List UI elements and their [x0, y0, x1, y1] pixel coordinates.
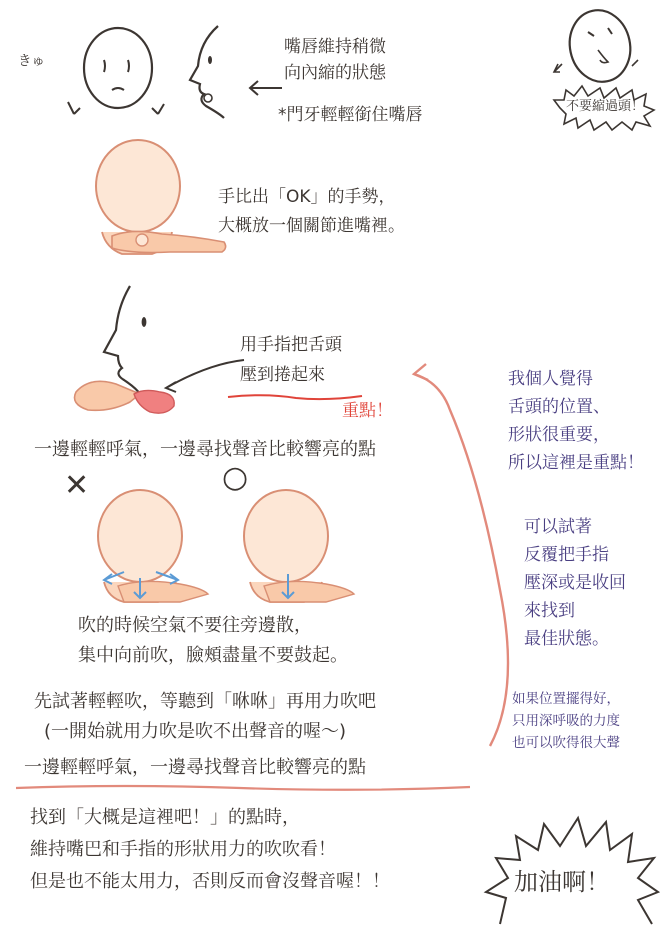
- lips-instruction-line2: 向內縮的狀態: [284, 63, 386, 83]
- key-point-label: 重點！: [342, 401, 393, 421]
- lips-instruction-line1: 嘴唇維持稍微: [284, 37, 386, 57]
- side-note-2-line: 最佳狀態。: [524, 629, 609, 649]
- final-line1: 找到「大概是這裡吧！」的點時，: [30, 807, 300, 828]
- right-mark: ○: [222, 460, 249, 495]
- cheer-text: 加油啊！: [514, 868, 610, 896]
- side-note-3-line: 也可以吹得很大聲: [512, 735, 620, 751]
- tongue-instruction-line1: 用手指把舌頭: [240, 335, 342, 355]
- side-note-1-line: 形狀很重要，: [508, 425, 610, 445]
- side-note-2-line: 可以試著: [524, 517, 592, 537]
- side-note-1-line: 我個人覺得: [508, 369, 593, 389]
- face-wrong-illustration: [84, 486, 214, 606]
- final-line2: 維持嘴巴和手指的形狀用力的吹吹看！: [30, 839, 336, 860]
- blow-tip-line2: 集中向前吹，臉頰盡量不要鼓起。: [78, 645, 348, 666]
- side-note-2-line: 反覆把手指: [524, 545, 609, 565]
- divider-line-shape: [0, 782, 660, 794]
- warning-text: 不要縮過頭！: [566, 99, 645, 114]
- side-note-1-line: 所以這裡是重點！: [508, 453, 644, 473]
- breath-instruction-2: 一邊輕輕呼氣，一邊尋找聲音比較響亮的點: [24, 757, 366, 778]
- sound-effect-text: きゅ: [18, 53, 45, 69]
- try-tip-line2: (一開始就用力吹是吹不出聲音的喔～): [44, 721, 347, 742]
- side-note-3-line: 如果位置擺得好，: [512, 691, 620, 707]
- blow-tip-line1: 吹的時候空氣不要往旁邊散，: [78, 615, 312, 636]
- side-note-2-line: 壓深或是收回: [524, 573, 626, 593]
- lips-instruction-line3: *門牙輕輕銜住嘴唇: [278, 105, 423, 125]
- ok-instruction-line2: 大概放一個關節進嘴裡。: [218, 216, 405, 236]
- breath-instruction-1: 一邊輕輕呼氣，一邊尋找聲音比較響亮的點: [34, 439, 376, 460]
- side-note-2-line: 來找到: [524, 601, 575, 621]
- tongue-instruction-line2: 壓到捲起來: [240, 365, 325, 385]
- side-note-3-line: 只用深呼吸的力度: [512, 713, 620, 729]
- side-note-1-line: 舌頭的位置、: [508, 397, 610, 417]
- final-line3: 但是也不能太用力，否則反而會沒聲音喔！！: [30, 871, 390, 892]
- wrong-mark: ✕: [64, 468, 90, 503]
- ok-instruction-line1: 手比出「OK」的手勢，: [218, 187, 396, 207]
- try-tip-line1: 先試著輕輕吹，等聽到「咻咻」再用力吹吧: [34, 691, 376, 712]
- face-right-illustration: [230, 486, 360, 606]
